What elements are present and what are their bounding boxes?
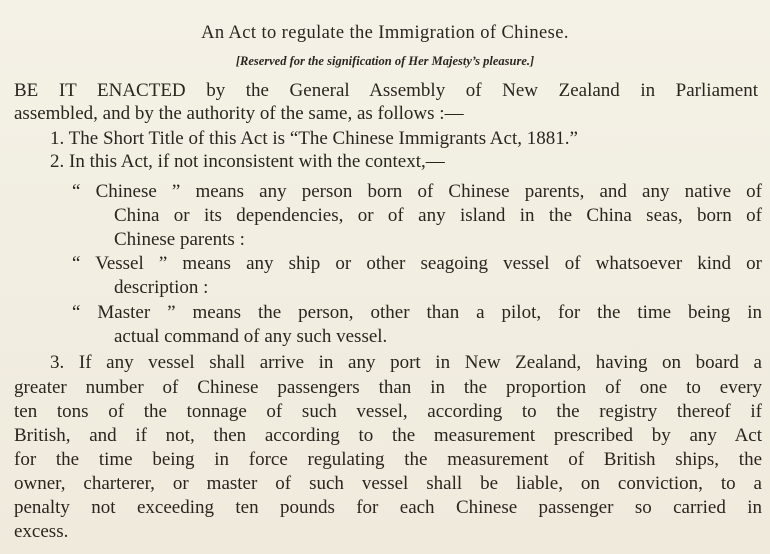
text-line: penalty not exceeding ten pounds for each Chinese passenger so carried in [14, 497, 762, 518]
text-line: greater number of Chinese passengers than in the proportion of one to every [14, 377, 762, 398]
text-line: “ Vessel ” means any ship or other seagoing vessel of whatsoever kind or [72, 253, 762, 274]
text-line: for the time being in force regulating the measurement of British ships, the [14, 449, 762, 470]
text-line: China or its dependencies, or of any island in the China seas, born of [114, 205, 762, 226]
text-line: 1. The Short Title of this Act is “The Chinese Immigrants Act, 1881.” [50, 128, 578, 149]
act-title: An Act to regulate the Immigration of Chinese. [201, 23, 569, 43]
text-line: British, and if not, then according to the measurement prescribed by any Act [14, 425, 762, 446]
text-line: “ Master ” means the person, other than a pilot, for the time being in [72, 302, 762, 323]
text-line: assembled, and by the authority of the same, as follows :— [14, 103, 464, 124]
text-line: 2. In this Act, if not inconsistent with the context,— [50, 151, 445, 172]
text-line: excess. [14, 521, 69, 542]
text-line: ten tons of the tonnage of such vessel, according to the registry thereof if [14, 401, 762, 422]
text-line: actual command of any such vessel. [114, 326, 388, 347]
text-line: Chinese parents : [114, 229, 245, 250]
reserved-note: [Reserved for the signification of Her Majesty’s pleasure.] [235, 54, 535, 68]
text-line: 3. If any vessel shall arrive in any port in New Zealand, having on board a [50, 352, 762, 373]
text-line: “ Chinese ” means any person born of Chinese parents, and any native of [72, 181, 762, 202]
text-line: owner, charterer, or master of such vessel shall be liable, on conviction, to a [14, 473, 762, 494]
text-line: BE IT ENACTED by the General Assembly of New Zealand in Parliament [14, 80, 758, 101]
text-line: description : [114, 277, 209, 298]
